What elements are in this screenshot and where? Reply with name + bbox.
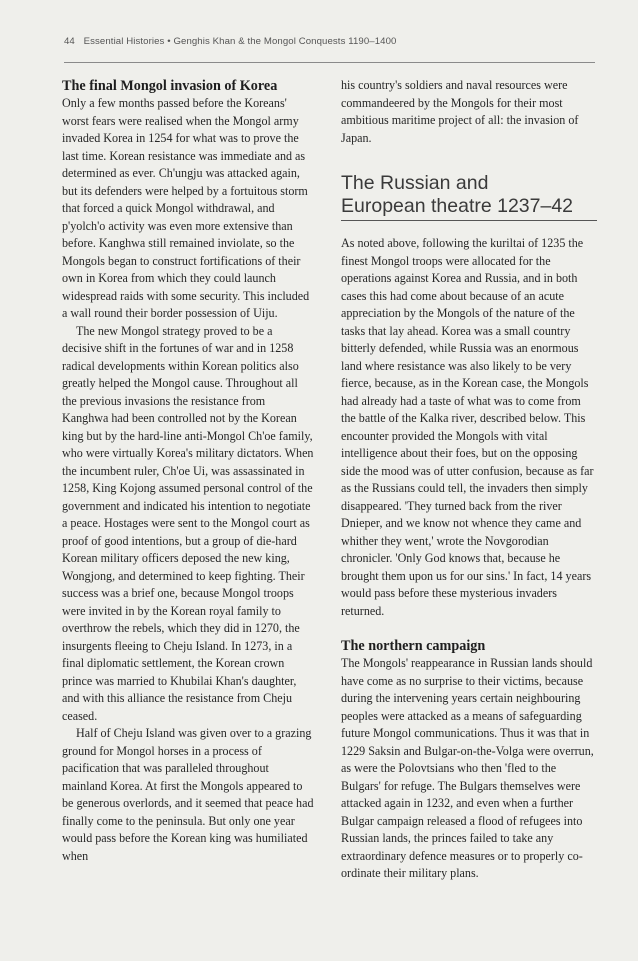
section-heading-final-invasion: The final Mongol invasion of Korea xyxy=(62,78,278,94)
page-number: 44 xyxy=(64,36,75,47)
section-title-line-1: The Russian and xyxy=(341,172,489,194)
paragraph-2: The new Mongol strategy proved to be a decisive shift in the fortunes of war and in 1258 radical developments within Korean politics also greatly helped the Mongol cause. Throughout all the previous invasions the resistance from Kanghwa had been controlled not by the Korean king but by the hard-line anti-Mongol Ch'oe family, who were virtually Korea's military dictators. When the incumbent ruler, Ch'oe Ui, was assassinated in 1258, King Kojong assumed personal control of the government and indicated his intention to negotiate a peace. Hostages were sent to the Mongol court as proof of good intentions, but a group of die-hard Korean military officers deposed the new king, Wongjong, and determined to keep fighting. Their success was a brief one, because Mongol troops were invited in by the Korean royal family to overthrow the rebels, which they did in 1270, the insurgents fleeing to Cheju Island. In 1273, in a final diplomatic settlement, the Korean crown prince was married to Khubilai Khan's daughter, and with this alliance the resistance from Cheju ceased. xyxy=(62,323,314,723)
running-header xyxy=(64,36,594,47)
paragraph-3: Half of Cheju Island was given over to a grazing ground for Mongol horses in a process of pacification that was paralleled throughout mainland Korea. At first the Mongols appeared to be generous overlords, and it seemed that peace had finally come to the peninsula. But only one year would pass before the Korean king was humiliated when xyxy=(62,726,314,863)
chapter-section-title xyxy=(341,172,597,220)
header-rule xyxy=(64,62,595,63)
continuation-paragraph: his country's soldiers and naval resources were commandeered by the Mongols for their most ambitious maritime project of all: the invasion of Japan. xyxy=(341,78,579,145)
right-column xyxy=(341,77,597,883)
running-title: Essential Histories • Genghis Khan & the Mongol Conquests 1190–1400 xyxy=(83,36,397,47)
left-column xyxy=(62,77,314,865)
paragraph-1: Only a few months passed before the Koreans' worst fears were realised when the Mongol army invaded Korea in 1254 for what was to prove the last time. Korean resistance was immediate and as determined as ever. Ch'ungju was attacked again, but its defenders were helped by a fortuitous storm that forced a quick Mongol withdrawal, and p'yolch'o activity was even more extensive than before. Kanghwa still remained inviolate, so the Mongols began to construct fortifications of their own in Korea from which they could launch widespread raids with some security. This included a wall round their border possession of Uiju. xyxy=(62,96,310,320)
subsection-paragraph: The Mongols' reappearance in Russian lands should have come as no surprise to their victims, because during the intervening years certain neighbouring peoples were attacked as a means of safeguarding future Mongol communications. Thus it was that in 1229 Saksin and Bulgar-on-the-Volga were overrun, as were the Polovtsians who then 'fled to the Bulgars' for refuge. The Bulgars themselves were attacked again in 1232, and even when a further Bulgar campaign released a flood of refugees into Russian lands, the princes failed to take any extraordinary defence measures or to properly co-ordinate their military plans. xyxy=(341,656,594,880)
spacer xyxy=(341,620,597,637)
subheading-northern-campaign: The northern campaign xyxy=(341,638,486,654)
section-title-line-2: European theatre 1237–42 xyxy=(341,195,574,217)
section-title-rule xyxy=(341,220,597,221)
section-paragraph: As noted above, following the kuriltai of 1235 the finest Mongol troops were allocated for the operations against Korea and Russia, and in both cases this had come about because of an acute appreciation by the Mongols of the nature of the tasks that lay ahead. Korea was a small country bitterly defended, while Russia was an enormous land where resistance was also likely to be very fierce, because, as in the Korean case, the Mongols had already had a taste of what was to come from the battle of the Kalka river, described below. This encounter provided the Mongols with vital intelligence about their foes, but on the opposing side the mood was of utter confusion, because as far as the Russians could tell, the invaders then simply disappeared. 'They turned back from the river Dnieper, and we know not whence they came and whither they went,' wrote the Novgorodian chronicler. 'Only God knows that, because he brought them upon us for our sins.' In fact, 14 years would pass before these mysterious invaders returned. xyxy=(341,236,594,618)
